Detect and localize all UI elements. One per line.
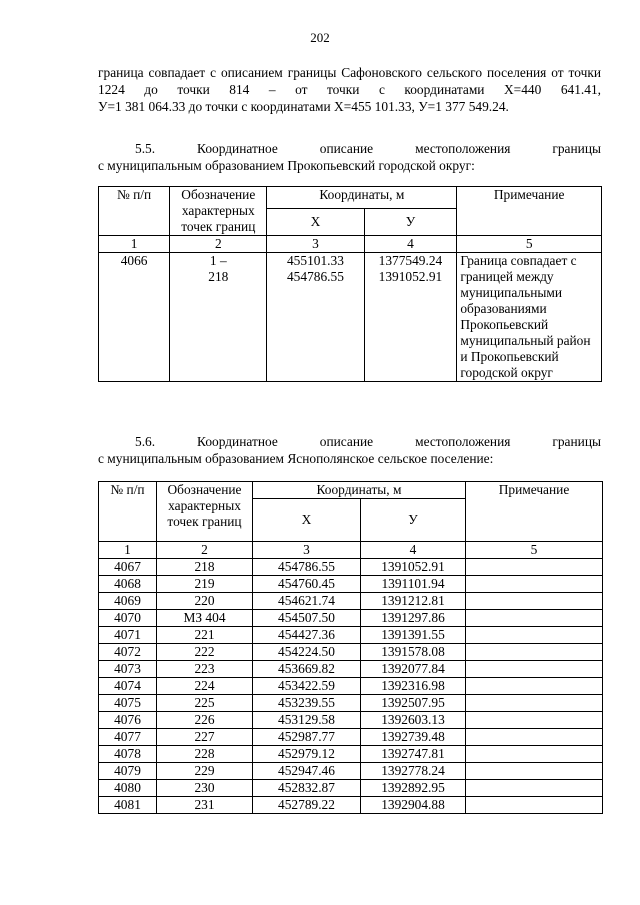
cell-x: 452979.12 xyxy=(253,746,361,763)
cell-num: 4069 xyxy=(99,593,157,610)
table-row xyxy=(99,729,603,746)
cell-note xyxy=(466,780,603,797)
cell-note: Граница совпадает с границей между муниципальными образованиями Прокопьевский муниципальный район и Прокопьевский городской округ xyxy=(457,253,602,382)
col-number: 1 xyxy=(99,542,157,559)
cell-note xyxy=(466,593,603,610)
header-y: У xyxy=(364,209,457,236)
cell-x: 452947.46 xyxy=(253,763,361,780)
table-row xyxy=(99,695,603,712)
cell-x: 455101.33 454786.55 xyxy=(267,253,364,382)
header-num: № п/п xyxy=(99,187,170,236)
cell-point: 229 xyxy=(157,763,253,780)
col-number: 4 xyxy=(364,236,457,253)
cell-point: 227 xyxy=(157,729,253,746)
section-heading-last-line: с муниципальным образованием Яснополянское сельское поселение: xyxy=(98,451,494,466)
cell-note xyxy=(466,644,603,661)
cell-point: 230 xyxy=(157,780,253,797)
section-heading-last-line: с муниципальным образованием Прокопьевский городской округ: xyxy=(98,158,475,173)
paragraph-line: граница совпадает с описанием границы Сафоновского сельского поселения от точки 1224 до точки 814 – от точки с координатами Х=440 641.41, xyxy=(98,65,601,97)
cell-point: 222 xyxy=(157,644,253,661)
table-header-row xyxy=(99,187,602,209)
col-number: 3 xyxy=(267,236,364,253)
cell-num: 4079 xyxy=(99,763,157,780)
cell-note xyxy=(466,678,603,695)
col-number: 4 xyxy=(361,542,466,559)
table-row xyxy=(99,763,603,780)
cell-point: 218 xyxy=(157,559,253,576)
col-number: 5 xyxy=(457,236,602,253)
table-body xyxy=(99,559,603,814)
cell-designation: 1 – 218 xyxy=(170,253,267,382)
cell-x: 454621.74 xyxy=(253,593,361,610)
col-number: 2 xyxy=(157,542,253,559)
header-designation: Обозначение характерных точек границ xyxy=(170,187,267,236)
table-row xyxy=(99,253,602,382)
cell-y: 1391391.55 xyxy=(361,627,466,644)
cell-note xyxy=(466,559,603,576)
cell-x: 452789.22 xyxy=(253,797,361,814)
cell-point: 219 xyxy=(157,576,253,593)
cell-num: 4066 xyxy=(99,253,170,382)
cell-y: 1392603.13 xyxy=(361,712,466,729)
cell-point: 220 xyxy=(157,593,253,610)
header-coordinates: Координаты, м xyxy=(253,482,466,499)
col-number: 5 xyxy=(466,542,603,559)
cell-x: 453129.58 xyxy=(253,712,361,729)
header-y: У xyxy=(361,499,466,542)
table-row xyxy=(99,593,603,610)
cell-y: 1391052.91 xyxy=(361,559,466,576)
cell-num: 4072 xyxy=(99,644,157,661)
cell-y: 1392747.81 xyxy=(361,746,466,763)
coordinates-table-prokopyevsk xyxy=(98,186,602,382)
cell-x: 452987.77 xyxy=(253,729,361,746)
cell-note xyxy=(466,661,603,678)
cell-x: 453669.82 xyxy=(253,661,361,678)
table-row xyxy=(99,644,603,661)
cell-note xyxy=(466,576,603,593)
cell-x: 454427.36 xyxy=(253,627,361,644)
cell-x: 453422.59 xyxy=(253,678,361,695)
cell-num: 4081 xyxy=(99,797,157,814)
table-row xyxy=(99,797,603,814)
section-heading-5-6 xyxy=(98,433,601,467)
cell-num: 4080 xyxy=(99,780,157,797)
header-note: Примечание xyxy=(466,482,603,542)
section-heading-line: 5.6. Координатное описание местоположения границы xyxy=(135,434,601,449)
header-coordinates: Координаты, м xyxy=(267,187,457,209)
table-row xyxy=(99,780,603,797)
cell-y: 1391212.81 xyxy=(361,593,466,610)
table-row xyxy=(99,746,603,763)
cell-y: 1377549.24 1391052.91 xyxy=(364,253,457,382)
cell-num: 4074 xyxy=(99,678,157,695)
cell-note xyxy=(466,695,603,712)
paragraph-last-line: У=1 381 064.33 до точки с координатами Х=455 101.33, У=1 377 549.24. xyxy=(98,99,509,114)
paragraph-boundary-safonovskoe xyxy=(98,64,601,115)
cell-y: 1391297.86 xyxy=(361,610,466,627)
cell-note xyxy=(466,627,603,644)
cell-num: 4070 xyxy=(99,610,157,627)
cell-x: 454786.55 xyxy=(253,559,361,576)
cell-x: 454224.50 xyxy=(253,644,361,661)
cell-y: 1392778.24 xyxy=(361,763,466,780)
header-num: № п/п xyxy=(99,482,157,542)
header-x: Х xyxy=(267,209,364,236)
table-row xyxy=(99,576,603,593)
cell-point: МЗ 404 xyxy=(157,610,253,627)
cell-x: 454507.50 xyxy=(253,610,361,627)
cell-note xyxy=(466,797,603,814)
cell-num: 4078 xyxy=(99,746,157,763)
cell-note xyxy=(466,712,603,729)
cell-point: 225 xyxy=(157,695,253,712)
section-heading-5-5 xyxy=(98,140,601,174)
column-number-row xyxy=(99,542,603,559)
cell-note xyxy=(466,729,603,746)
col-number: 2 xyxy=(170,236,267,253)
header-note: Примечание xyxy=(457,187,602,236)
coordinates-table-yasnopolyanskoe xyxy=(98,481,603,814)
cell-x: 454760.45 xyxy=(253,576,361,593)
cell-note xyxy=(466,610,603,627)
cell-num: 4075 xyxy=(99,695,157,712)
cell-y: 1392892.95 xyxy=(361,780,466,797)
cell-num: 4068 xyxy=(99,576,157,593)
header-designation: Обозначение характерных точек границ xyxy=(157,482,253,542)
column-number-row xyxy=(99,236,602,253)
cell-point: 224 xyxy=(157,678,253,695)
cell-y: 1391578.08 xyxy=(361,644,466,661)
cell-point: 228 xyxy=(157,746,253,763)
cell-point: 226 xyxy=(157,712,253,729)
cell-y: 1392739.48 xyxy=(361,729,466,746)
cell-point: 231 xyxy=(157,797,253,814)
section-heading-line: 5.5. Координатное описание местоположения границы xyxy=(135,141,601,156)
cell-y: 1391101.94 xyxy=(361,576,466,593)
cell-num: 4067 xyxy=(99,559,157,576)
table-row xyxy=(99,559,603,576)
cell-num: 4071 xyxy=(99,627,157,644)
header-x: Х xyxy=(253,499,361,542)
cell-note xyxy=(466,763,603,780)
cell-point: 221 xyxy=(157,627,253,644)
cell-y: 1392316.98 xyxy=(361,678,466,695)
table-row xyxy=(99,712,603,729)
table-row xyxy=(99,627,603,644)
table-row xyxy=(99,678,603,695)
cell-num: 4076 xyxy=(99,712,157,729)
table-row xyxy=(99,661,603,678)
cell-num: 4077 xyxy=(99,729,157,746)
cell-note xyxy=(466,746,603,763)
table-row xyxy=(99,610,603,627)
page-number: 202 xyxy=(310,30,330,45)
cell-num: 4073 xyxy=(99,661,157,678)
cell-y: 1392077.84 xyxy=(361,661,466,678)
col-number: 3 xyxy=(253,542,361,559)
table-header-row xyxy=(99,482,603,499)
col-number: 1 xyxy=(99,236,170,253)
cell-x: 452832.87 xyxy=(253,780,361,797)
cell-y: 1392507.95 xyxy=(361,695,466,712)
cell-y: 1392904.88 xyxy=(361,797,466,814)
cell-x: 453239.55 xyxy=(253,695,361,712)
cell-point: 223 xyxy=(157,661,253,678)
